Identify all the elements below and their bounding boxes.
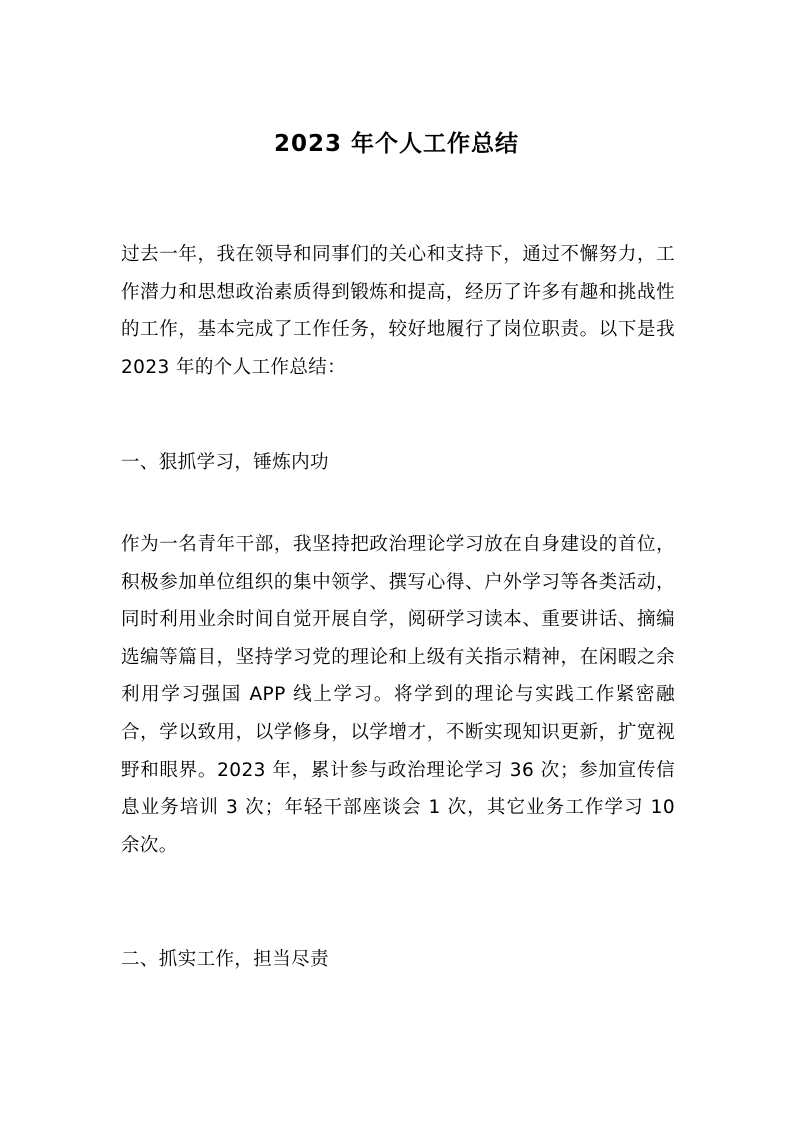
section-heading-1: 一、狠抓学习，锤炼内功 <box>121 452 329 473</box>
section-heading-2: 二、抓实工作，担当尽责 <box>121 949 329 970</box>
document-title: 2023 年个人工作总结 <box>273 131 520 157</box>
section-1-paragraph: 作为一名青年干部，我坚持把政治理论学习放在自身建设的首位，积极参加单位组织的集中领学、撰写心得、户外学习等各类活动，同时利用业余时间自觉开展自学，阅研学习读本、重要讲话、摘编选编等篇目，坚持学习党的理论和上级有关指示精神，在闲暇之余利用学习强国 APP 线上学习。将学到的理论与实践工作紧密融合，学以致用，以学修身，以学增才，不断实现知识更新，扩宽视野和眼界。2023 年，累计参与政治理论学习 36 次；参加宣传信息业务培训 3 次；年轻干部座谈会 1 次，其它业务工作学习 10 余次。 <box>121 534 675 856</box>
intro-paragraph: 过去一年，我在领导和同事们的关心和支持下，通过不懈努力，工作潜力和思想政治素质得到锻炼和提高，经历了许多有趣和挑战性的工作，基本完成了工作任务，较好地履行了岗位职责。以下是我 2023 年的个人工作总结： <box>121 244 675 378</box>
